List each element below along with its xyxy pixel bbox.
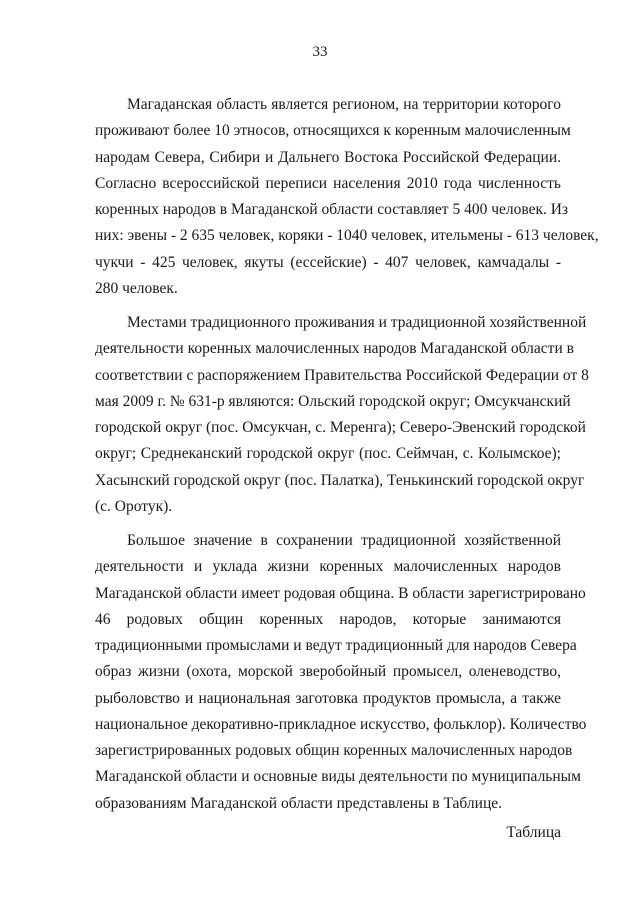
text-line: коренных народов в Магаданской области составляет 5 400 человек. Из (95, 201, 569, 218)
text-line: городской округ (пос. Омсукчан, с. Меренга); Северо-Эвенский городской (95, 419, 586, 436)
paragraph (95, 310, 589, 520)
text-line: зарегистрированных родовых общин коренных малочисленных народов (95, 742, 573, 759)
text-line: деятельности и уклада жизни коренных малочисленных народов (95, 558, 561, 576)
text-line: Большое значение в сохранении традиционной хозяйственной (127, 532, 561, 549)
text-line: 280 человек. (95, 279, 178, 297)
text-line: (с. Оротук). (95, 497, 173, 515)
page-number: 33 (312, 44, 328, 60)
table-caption: Таблица (506, 824, 561, 841)
text-line: соответствии с распоряжением Правительства Российской Федерации от 8 (95, 366, 589, 384)
paragraph (95, 92, 599, 302)
text-line: Магаданской области и основные виды деятельности по муниципальным (95, 768, 581, 786)
text-line: Хасынский городской округ (пос. Палатка), Тенькинский городской округ (95, 471, 585, 489)
text-line: деятельности коренных малочисленных народов Магаданской области в (95, 340, 574, 358)
text-line: народам Севера, Сибири и Дальнего Востока Российской Федерации. (95, 148, 561, 166)
text-line: 46 родовых общин коренных народов, которые занимаются (95, 610, 561, 628)
text-line: Согласно всероссийской переписи населения 2010 года численность (95, 174, 561, 192)
text-line: Местами традиционного проживания и традиционной хозяйственной (127, 314, 587, 331)
text-line: образ жизни (охота, морской зверобойный промысел, оленеводство, (95, 663, 561, 681)
text-line: Магаданской области имеет родовая община. В области зарегистрировано (95, 584, 586, 602)
body-text (95, 92, 599, 825)
text-line: образованиям Магаданской области представлены в Таблице. (95, 794, 503, 812)
text-line: чукчи - 425 человек, якуты (ессейские) - 407 человек, камчадалы - (95, 253, 561, 271)
text-line: мая 2009 г. № 631-р являются: Ольский городской округ; Омсукчанский (95, 392, 571, 410)
text-line: проживают более 10 этносов, относящихся к коренным малочисленным (95, 122, 571, 140)
text-line: Магаданская область является регионом, на территории которого (127, 96, 561, 113)
text-line: округ; Среднеканский городской округ (пос. Сеймчан, с. Колымское); (95, 445, 561, 463)
text-line: рыболовство и национальная заготовка продуктов промысла, а также (95, 689, 561, 707)
text-line: них: эвены - 2 635 человек, коряки - 1040 человек, ительмены - 613 человек, (95, 227, 599, 245)
text-line: национальное декоративно-прикладное искусство, фольклор). Количество (95, 715, 587, 733)
text-line: традиционными промыслами и ведут традиционный для народов Севера (95, 637, 577, 654)
paragraph (95, 528, 587, 817)
